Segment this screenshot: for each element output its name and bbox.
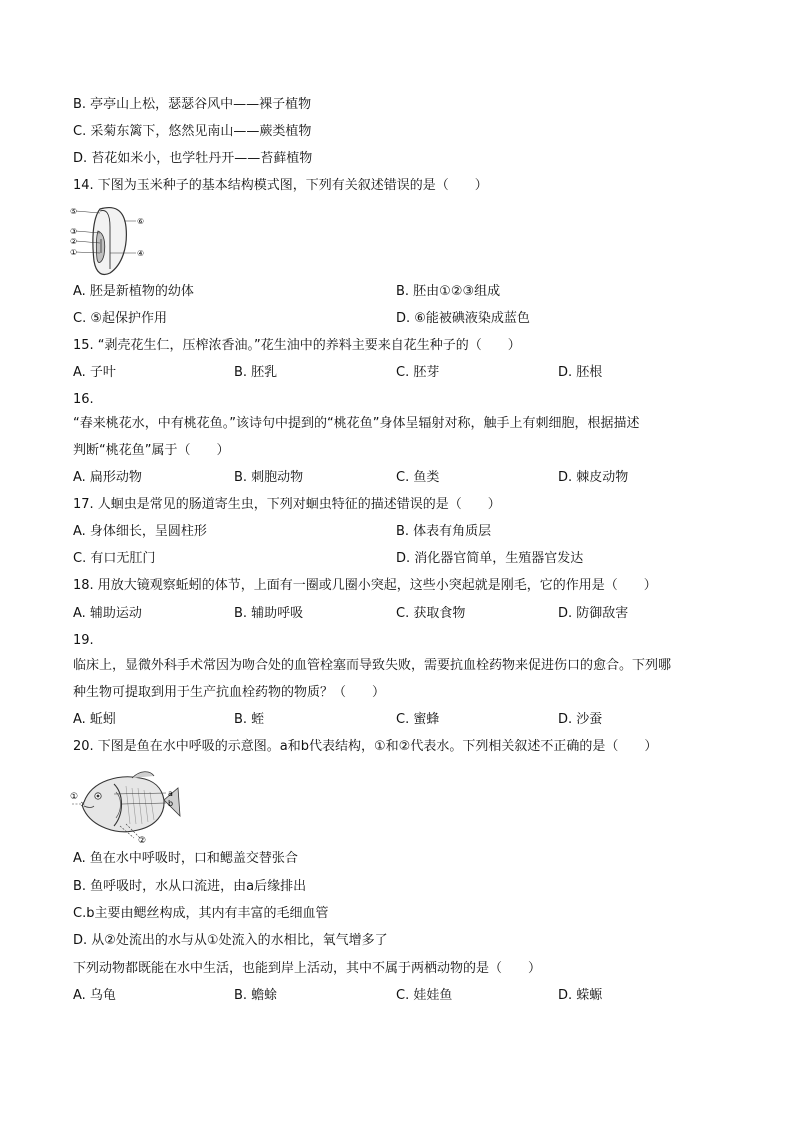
q16-stem-line2: 判断“桃花鱼”属于（ ） [73,443,230,458]
q16-option-a: A. 扁形动物 [73,470,142,485]
q20-option-b: B. 鱼呼吸时，水从口流进，由a后缘排出 [73,879,307,894]
fish-label-a: a [168,789,173,798]
q16-option-d: D. 棘皮动物 [558,470,629,485]
corn-label-5: ⑤ [70,207,78,216]
q21-option-d: D. 蝾螈 [558,988,603,1003]
q17-option-b: B. 体表有角质层 [396,524,492,539]
q15-stem: 15. “剥壳花生仁，压榨浓香油。”花生油中的养料主要来自花生种子的（ ） [73,338,521,353]
q21-option-c: C. 娃娃鱼 [396,988,453,1003]
q20-option-c: C.b主要由鳃丝构成，其内有丰富的毛细血管 [73,906,329,921]
q16-stem-line1: “春来桃花水，中有桃花鱼。”该诗句中提到的“桃花鱼”身体呈辐射对称，触手上有刺细胞，根据描述 [73,416,640,431]
q17-stem: 17. 人蛔虫是常见的肠道寄生虫，下列对蛔虫特征的描述错误的是（ ） [73,497,501,512]
q14-option-d: D. ⑥能被碘液染成蓝色 [396,311,530,326]
fish-breathing-figure [70,766,185,846]
q19-option-d: D. 沙蚕 [558,712,603,727]
q19-option-c: C. 蜜蜂 [396,712,440,727]
q17-option-a: A. 身体细长，呈圆柱形 [73,524,207,539]
q18-option-c: C. 获取食物 [396,606,466,621]
q15-option-d: D. 胚根 [558,365,603,380]
corn-label-2: ② [70,237,78,246]
corn-label-6: ⑥ [137,217,145,226]
q14-stem: 14. 下图为玉米种子的基本结构模式图，下列有关叙述错误的是（ ） [73,178,488,193]
q14-option-c: C. ⑤起保护作用 [73,311,167,326]
q18-option-a: A. 辅助运动 [73,606,142,621]
q21-option-a: A. 乌龟 [73,988,116,1003]
fish-label-2: ② [138,836,147,846]
q16-option-c: C. 鱼类 [396,470,440,485]
q19-number: 19. [73,633,94,648]
q21-stem: 下列动物都既能在水中生活，也能到岸上活动，其中不属于两栖动物的是（ ） [73,961,542,976]
q15-option-b: B. 胚乳 [234,365,278,380]
q18-option-b: B. 辅助呼吸 [234,606,304,621]
q20-option-d: D. 从②处流出的水与从①处流入的水相比，氧气增多了 [73,933,388,948]
corn-label-1: ① [70,248,78,257]
q18-option-d: D. 防御敌害 [558,606,629,621]
corn-label-4: ④ [137,249,145,258]
q20-stem: 20. 下图是鱼在水中呼吸的示意图。a和b代表结构，①和②代表水。下列相关叙述不正确的是（ ） [73,739,658,754]
q16-number: 16. [73,392,94,407]
q16-option-b: B. 刺胞动物 [234,470,304,485]
corn-label-3: ③ [70,227,78,236]
q17-option-d: D. 消化器官简单，生殖器官发达 [396,551,584,566]
fish-label-1: ① [70,792,79,802]
q14-option-a: A. 胚是新植物的幼体 [73,284,194,299]
q19-option-a: A. 蚯蚓 [73,712,116,727]
q14-option-b: B. 胚由①②③组成 [396,284,501,299]
q17-option-c: C. 有口无肛门 [73,551,156,566]
q19-stem-line1: 临床上，显微外科手术常因为吻合处的血管栓塞而导致失败，需要抗血栓药物来促进伤口的愈合。下列哪 [73,658,672,673]
q13-option-d: D. 苔花如米小，也学牡丹开——苔藓植物 [73,151,313,166]
q20-option-a: A. 鱼在水中呼吸时，口和鳃盖交替张合 [73,851,298,866]
q19-stem-line2: 种生物可提取到用于生产抗血栓药物的物质？（ ） [73,685,386,700]
q21-option-b: B. 蟾蜍 [234,988,278,1003]
fish-label-b: b [168,799,174,808]
q13-option-b: B. 亭亭山上松，瑟瑟谷风中——裸子植物 [73,97,312,112]
q15-option-c: C. 胚芽 [396,365,440,380]
corn-seed-figure [70,203,160,279]
q15-option-a: A. 子叶 [73,365,116,380]
q13-option-c: C. 采菊东篱下，悠然见南山——蕨类植物 [73,124,312,139]
q19-option-b: B. 蛭 [234,712,265,727]
q18-stem: 18. 用放大镜观察蚯蚓的体节，上面有一圈或几圈小突起，这些小突起就是刚毛，它的作用是（ ） [73,578,657,593]
